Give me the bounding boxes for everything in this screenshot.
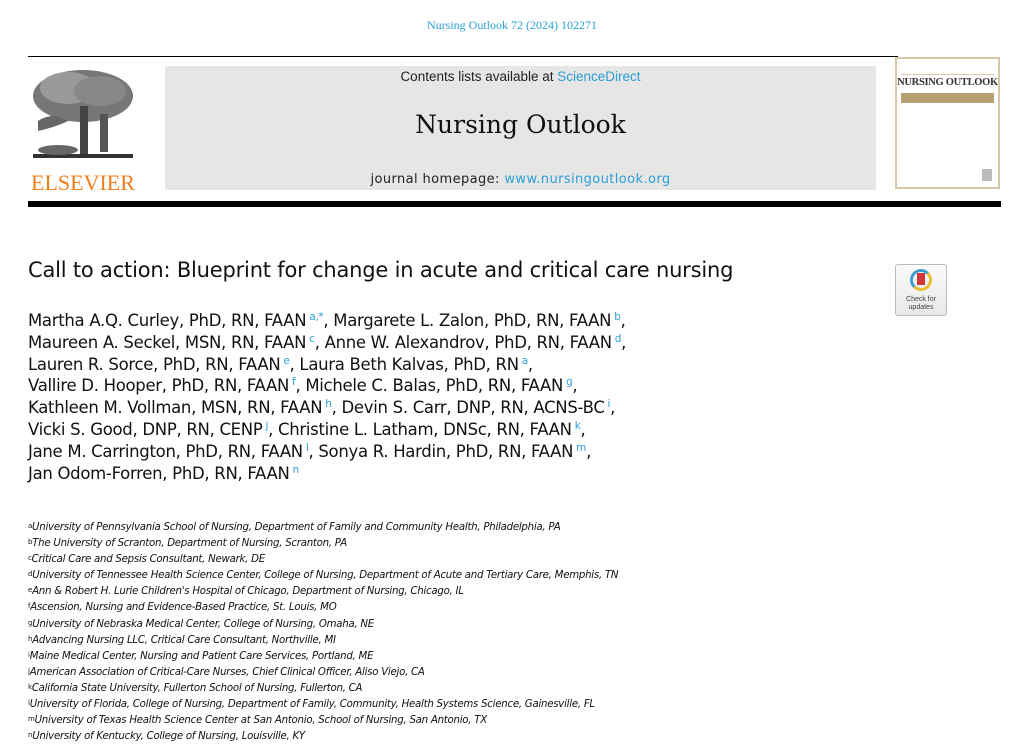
affiliation-text: University of Texas Health Science Center at San Antonio, School of Nursing, San Antonio, TX <box>34 715 487 727</box>
affiliation-key: f <box>28 602 31 611</box>
homepage-link[interactable]: www.nursingoutlook.org <box>504 172 671 187</box>
author-name: Vicki S. Good, DNP, RN, CENP <box>28 419 263 439</box>
author <box>305 376 577 395</box>
affiliation-ref-link[interactable]: m <box>576 441 587 454</box>
author-separator: , <box>620 311 626 330</box>
author-separator: , <box>308 441 319 461</box>
affiliation <box>28 681 618 697</box>
affiliation <box>28 713 618 729</box>
author-name: Martha A.Q. Curley, PhD, RN, FAAN <box>28 311 307 330</box>
author <box>28 376 305 395</box>
crossmark-line-1: Check for <box>906 296 936 303</box>
header-rule <box>28 56 898 57</box>
cover-publisher-icon <box>982 169 992 181</box>
cover-divider <box>901 74 994 75</box>
affiliation-key: d <box>28 570 33 579</box>
author-separator: , <box>295 376 306 396</box>
author-separator: , <box>580 419 586 439</box>
affiliation-text: American Association of Critical-Care Nurses, Chief Clinical Officer, Aliso Viejo, CA <box>29 666 425 678</box>
author <box>342 398 616 417</box>
affiliation <box>28 665 618 681</box>
affiliation-text: California State University, Fullerton School of Nursing, Fullerton, CA <box>31 682 363 694</box>
affiliation-key: l <box>28 699 30 708</box>
article-title: Call to action: Blueprint for change in acute and critical care nursing <box>28 258 734 282</box>
crossmark-line-2: updates <box>908 303 934 311</box>
affiliation <box>28 697 618 713</box>
elsevier-logo[interactable] <box>28 66 138 195</box>
crossmark-bookmark-icon <box>917 273 925 285</box>
author-name: Anne W. Alexandrov, PhD, RN, FAAN <box>324 332 612 352</box>
affiliation-list <box>28 520 618 745</box>
affiliation-ref-link[interactable]: j <box>265 419 269 432</box>
author <box>28 442 318 461</box>
affiliation-text: Maine Medical Center, Nursing and Patient Care Services, Portland, ME <box>29 650 374 662</box>
affiliation-key: b <box>28 538 33 547</box>
author-separator: , <box>621 332 627 352</box>
affiliation-text: University of Nebraska Medical Center, College of Nursing, Omaha, NE <box>32 618 374 630</box>
author <box>318 442 591 461</box>
journal-name: Nursing Outlook <box>415 110 626 139</box>
affiliation-ref-link[interactable]: a,* <box>309 311 324 323</box>
affiliation-ref-link[interactable]: d <box>614 332 622 345</box>
affiliation <box>28 600 618 616</box>
author <box>278 420 585 439</box>
affiliation-key: g <box>28 618 33 627</box>
affiliation-ref-link[interactable]: g <box>566 376 573 389</box>
affiliation <box>28 633 618 649</box>
affiliation-key: k <box>28 682 32 691</box>
affiliation-key: m <box>28 715 35 724</box>
author-name: Laura Beth Kalvas, PhD, RN <box>299 354 519 374</box>
affiliation-ref-link[interactable]: l <box>305 441 309 454</box>
author-name: Michele C. Balas, PhD, RN, FAAN <box>305 376 563 396</box>
homepage-line <box>165 172 876 187</box>
author <box>28 464 299 483</box>
masthead-rule <box>28 201 1001 207</box>
elsevier-tree-icon <box>28 66 138 166</box>
affiliation <box>28 584 618 600</box>
author-separator: , <box>331 398 342 418</box>
affiliation-ref-link[interactable]: b <box>614 311 621 323</box>
contents-line <box>165 69 876 84</box>
author <box>299 355 532 374</box>
affiliation-ref-link[interactable]: f <box>292 376 296 389</box>
affiliation <box>28 520 618 536</box>
author-name: Devin S. Carr, DNP, RN, ACNS-BC <box>341 398 605 418</box>
author-name: Jan Odom-Forren, PhD, RN, FAAN <box>28 463 290 483</box>
author-name: Lauren R. Sorce, PhD, RN, FAAN <box>28 354 281 374</box>
affiliation <box>28 649 618 665</box>
affiliation-ref-link[interactable]: e <box>283 354 290 367</box>
author-name: Margarete L. Zalon, PhD, RN, FAAN <box>333 311 612 330</box>
author-separator: , <box>289 354 300 374</box>
author-list <box>28 310 626 484</box>
author-name: Kathleen M. Vollman, MSN, RN, FAAN <box>28 398 323 418</box>
author-separator: , <box>610 398 616 418</box>
cover-title: NURSING OUTLOOK <box>897 77 998 88</box>
author <box>325 333 627 352</box>
affiliation-ref-link[interactable]: i <box>607 398 611 411</box>
affiliation-key: j <box>28 666 30 675</box>
author-name: Vallire D. Hooper, PhD, RN, FAAN <box>28 376 290 396</box>
author-separator: , <box>527 354 533 374</box>
homepage-prefix: journal homepage: <box>370 172 505 187</box>
author <box>28 311 333 330</box>
affiliation-text: Ascension, Nursing and Evidence-Based Practice, St. Louis, MO <box>30 602 337 614</box>
affiliation-key: a <box>28 522 33 530</box>
affiliation <box>28 536 618 552</box>
affiliation-text: University of Florida, College of Nursing, Department of Family, Community, Health Systems Science, Gainesville, FL <box>29 699 595 711</box>
author-separator: , <box>572 376 578 396</box>
affiliation-ref-link[interactable]: c <box>309 332 315 345</box>
affiliation-key: c <box>28 554 32 563</box>
affiliation-text: Ann & Robert H. Lurie Children's Hospital of Chicago, Department of Nursing, Chicago, IL <box>32 586 464 598</box>
affiliation-ref-link[interactable]: n <box>292 463 299 476</box>
affiliation <box>28 568 618 584</box>
sciencedirect-link[interactable]: ScienceDirect <box>557 69 641 84</box>
affiliation-text: Critical Care and Sepsis Consultant, Newark, DE <box>31 554 265 566</box>
journal-masthead <box>165 66 876 190</box>
affiliation-key: h <box>28 634 33 643</box>
crossmark-label <box>896 296 946 311</box>
affiliation-key: e <box>28 586 33 595</box>
affiliation-text: University of Pennsylvania School of Nursing, Department of Family and Community Health, Philadelphia, PA <box>32 522 561 533</box>
author-separator: , <box>323 311 334 330</box>
affiliation-text: The University of Scranton, Department of Nursing, Scranton, PA <box>32 538 347 550</box>
author-name: Jane M. Carrington, PhD, RN, FAAN <box>28 441 303 461</box>
affiliation-text: University of Kentucky, College of Nursing, Louisville, KY <box>32 731 305 743</box>
author-name: Christine L. Latham, DNSc, RN, FAAN <box>278 419 572 439</box>
author <box>28 355 299 374</box>
affiliation-ref-link[interactable]: h <box>325 398 332 411</box>
author-separator: , <box>586 441 592 461</box>
elsevier-wordmark: ELSEVIER <box>31 170 135 195</box>
affiliation-text: University of Tennessee Health Science Center, College of Nursing, Department of Acute and Tertiary Care, Memphis, TN <box>32 570 619 582</box>
cover-band <box>901 93 994 103</box>
affiliation <box>28 552 618 568</box>
affiliation-key: n <box>28 731 33 740</box>
affiliation-key: i <box>28 650 30 659</box>
author-separator: , <box>314 332 325 352</box>
author <box>28 333 325 352</box>
journal-citation[interactable]: Nursing Outlook 72 (2024) 102271 <box>427 18 597 32</box>
affiliation <box>28 729 618 745</box>
author <box>333 311 625 330</box>
affiliation-ref-link[interactable]: a <box>521 354 528 367</box>
author-name: Maureen A. Seckel, MSN, RN, FAAN <box>28 332 307 352</box>
affiliation-ref-link[interactable]: k <box>574 419 581 432</box>
affiliation <box>28 617 618 633</box>
contents-prefix: Contents lists available at <box>400 69 558 84</box>
journal-cover[interactable] <box>895 57 1000 189</box>
affiliation-text: Advancing Nursing LLC, Critical Care Consultant, Northville, MI <box>32 634 336 646</box>
author-name: Sonya R. Hardin, PhD, RN, FAAN <box>318 441 574 461</box>
check-for-updates-button[interactable] <box>895 264 947 316</box>
author-separator: , <box>268 419 279 439</box>
author <box>28 398 342 417</box>
author <box>28 420 278 439</box>
